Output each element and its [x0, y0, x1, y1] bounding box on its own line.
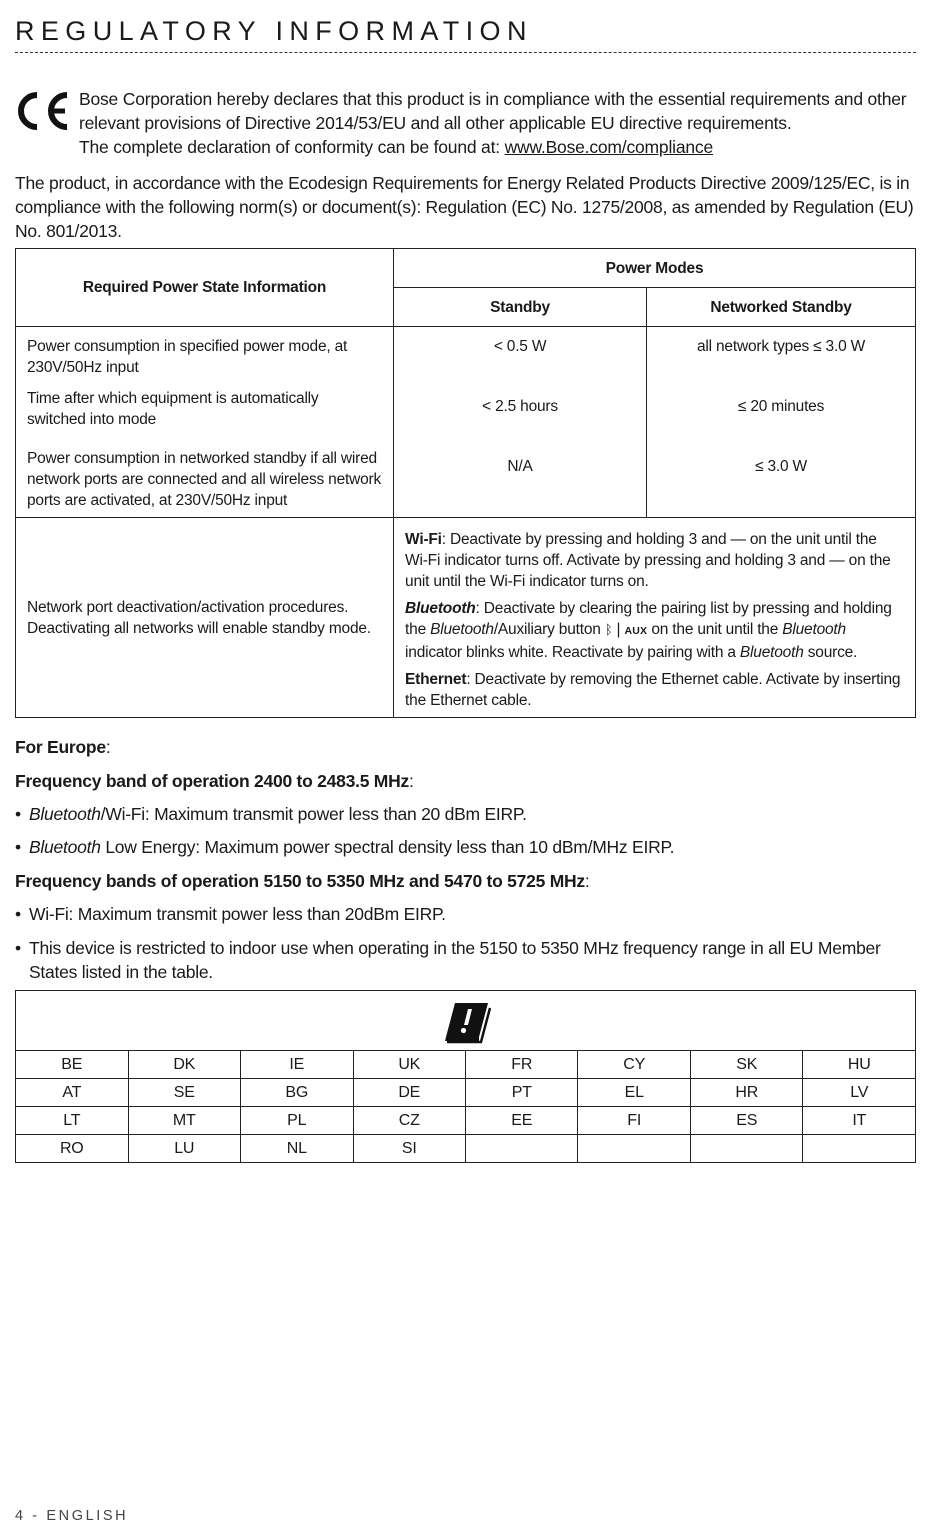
ethernet-procedure: [405, 669, 903, 711]
row-2-line-2: switched into mode: [27, 411, 157, 428]
aux-label: AUX: [624, 625, 648, 637]
network-label-line-2: Deactivating all networks will enable standby mode.: [27, 619, 371, 637]
bt-separator: |: [612, 621, 625, 638]
b3-text: Wi-Fi: Maximum transmit power less than 20dBm EIRP.: [29, 904, 446, 924]
header-networked-standby: Networked Standby: [647, 288, 916, 327]
country-cell: EL: [578, 1079, 690, 1107]
country-cell: LV: [803, 1079, 916, 1107]
list-item: [15, 902, 446, 926]
bluetooth-icon: ᛒ: [604, 622, 613, 637]
band1-heading-text: Frequency band of operation 2400 to 2483.5 MHz: [15, 771, 410, 791]
row-3-line-3: ports are activated, at 230V/50Hz input: [27, 492, 288, 509]
country-cell: IT: [803, 1107, 916, 1135]
row-label-3: [27, 448, 381, 511]
ce-line-3-prefix: The complete declaration of conformity can be found at:: [79, 137, 505, 157]
country-cell: [803, 1135, 916, 1163]
bt-line2-bt2: Bluetooth: [782, 621, 846, 638]
list-item: [15, 936, 881, 984]
band1-colon: :: [409, 771, 414, 791]
ecodesign-line-2: compliance with the following norm(s) or document(s): Regulation (EC) No. 1275/2008, as amended by Regulation (EU): [15, 197, 914, 217]
bt-line2-b: /Auxiliary button: [493, 621, 605, 638]
country-cell: UK: [353, 1051, 465, 1079]
country-cell: SI: [353, 1135, 465, 1163]
bt-line2-a: the: [405, 621, 431, 638]
row-3-line-1: Power consumption in networked standby if all wired: [27, 450, 377, 467]
power-modes-table: [15, 248, 916, 718]
page-title: REGULATORY INFORMATION: [15, 16, 533, 46]
page-footer: 4 - ENGLISH: [15, 1508, 129, 1524]
ce-declaration: [15, 87, 916, 159]
row-1-line-2: 230V/50Hz input: [27, 359, 139, 376]
country-cell: SK: [690, 1051, 803, 1079]
table-row: [16, 1135, 916, 1163]
country-rows: [16, 1051, 916, 1163]
bullet-dot: •: [15, 904, 21, 924]
table-row: [16, 1051, 916, 1079]
standby-values: [394, 327, 647, 518]
b1-bt: Bluetooth: [29, 804, 101, 824]
power-state-labels: [16, 327, 394, 518]
country-cell: RO: [16, 1135, 129, 1163]
country-cell: [578, 1135, 690, 1163]
ecodesign-paragraph: [15, 171, 920, 243]
table-row: [16, 1107, 916, 1135]
network-procedures-label: [16, 518, 394, 718]
b4-line-2: States listed in the table.: [29, 962, 213, 982]
bullet-dot: •: [15, 837, 21, 857]
country-cell: [465, 1135, 577, 1163]
network-label-line-1: Network port deactivation/activation procedures.: [27, 598, 349, 616]
bluetooth-procedure: [405, 598, 903, 663]
bullet-dot: •: [15, 804, 21, 824]
country-cell: LT: [16, 1107, 129, 1135]
country-cell: CY: [578, 1051, 690, 1079]
eu-country-table: [15, 990, 916, 1163]
standby-value-1: < 0.5 W: [493, 338, 547, 355]
country-cell: BG: [241, 1079, 354, 1107]
manual-warning-icon: [441, 1000, 491, 1046]
europe-heading-text: For Europe: [15, 737, 106, 757]
standby-value-3: N/A: [507, 458, 533, 475]
b4-line-1: This device is restricted to indoor use when operating in the 5150 to 5350 MHz frequency range in all EU Member: [29, 938, 881, 958]
row-2-line-1: Time after which equipment is automatically: [27, 390, 319, 407]
country-cell: LU: [128, 1135, 241, 1163]
band2-heading: [15, 869, 590, 893]
networked-value-2: ≤ 20 minutes: [737, 398, 825, 415]
country-cell: BE: [16, 1051, 129, 1079]
bt-line3-a: indicator blinks white. Reactivate by pairing with a: [405, 644, 740, 661]
table-row: [16, 1079, 916, 1107]
country-cell: ES: [690, 1107, 803, 1135]
country-cell: DE: [353, 1079, 465, 1107]
band1-heading: [15, 769, 414, 793]
country-cell: FR: [465, 1051, 577, 1079]
band2-colon: :: [584, 871, 590, 891]
country-cell: CZ: [353, 1107, 465, 1135]
standby-value-2: < 2.5 hours: [482, 398, 558, 415]
header-required-power-state: Required Power State Information: [16, 249, 394, 327]
country-cell: HR: [690, 1079, 803, 1107]
ethernet-label: Ethernet: [405, 671, 467, 688]
ce-mark-icon: [15, 91, 71, 131]
network-procedures: [394, 518, 916, 718]
country-cell: IE: [241, 1051, 354, 1079]
ce-line-2: relevant provisions of Directive 2014/53/EU and all other applicable EU directive requirements.: [79, 113, 792, 133]
bt-line2-bt: Bluetooth: [430, 621, 494, 638]
b1-rest: /Wi-Fi: Maximum transmit power less than 20 dBm EIRP.: [100, 804, 527, 824]
row-1-line-1: Power consumption in specified power mode, at: [27, 338, 348, 355]
table-row: [16, 518, 916, 718]
networked-value-1: all network types ≤ 3.0 W: [697, 338, 866, 355]
networked-value-3: ≤ 3.0 W: [755, 458, 807, 475]
bt-line3-bt: Bluetooth: [739, 644, 804, 661]
ce-line-3: [79, 135, 916, 159]
country-cell: FI: [578, 1107, 690, 1135]
header-power-modes: Power Modes: [394, 249, 916, 288]
row-3-line-2: network ports are connected and all wireless network: [27, 471, 382, 488]
bt-line2-c: on the unit until the: [647, 621, 783, 638]
icon-row: [16, 991, 916, 1051]
bt-line3-b: source.: [803, 644, 858, 661]
ecodesign-line-1: The product, in accordance with the Ecodesign Requirements for Energy Related Products Directive 2009/125/EC, is in: [15, 173, 910, 193]
country-cell: EE: [465, 1107, 577, 1135]
country-cell: PT: [465, 1079, 577, 1107]
bluetooth-label: Bluetooth: [405, 600, 476, 617]
country-cell: MT: [128, 1107, 241, 1135]
wifi-label: Wi-Fi: [405, 531, 442, 548]
wifi-line-2: Wi-Fi indicator turns off. Activate by pressing and holding 3 and — on the: [405, 552, 891, 569]
manual-icon-cell: [16, 991, 916, 1051]
table-row: [16, 327, 916, 518]
title-divider: [15, 52, 916, 53]
country-cell: [690, 1135, 803, 1163]
networked-standby-values: [647, 327, 916, 518]
row-label-2: [27, 388, 381, 430]
country-cell: SE: [128, 1079, 241, 1107]
country-cell: PL: [241, 1107, 354, 1135]
wifi-line-3: unit until the Wi-Fi indicator turns on.: [405, 573, 649, 590]
ethernet-line-1: : Deactivate by removing the Ethernet cable. Activate by inserting: [466, 671, 901, 688]
country-cell: NL: [241, 1135, 354, 1163]
country-cell: DK: [128, 1051, 241, 1079]
bullet-dot: •: [15, 938, 21, 958]
wifi-line-1: : Deactivate by pressing and holding 3 and — on the unit until the: [441, 531, 877, 548]
europe-heading: [15, 735, 110, 759]
list-item: [15, 802, 527, 826]
list-item: [15, 835, 674, 859]
wifi-procedure: [405, 529, 903, 592]
header-standby: Standby: [394, 288, 647, 327]
band2-heading-text: Frequency bands of operation 5150 to 5350 MHz and 5470 to 5725 MHz: [15, 871, 585, 891]
europe-heading-colon: :: [105, 737, 111, 757]
b2-rest: Low Energy: Maximum power spectral density less than 10 dBm/MHz EIRP.: [100, 837, 675, 857]
compliance-link[interactable]: www.Bose.com/compliance: [504, 137, 713, 157]
ce-text: [79, 87, 916, 159]
ce-line-1: Bose Corporation hereby declares that this product is in compliance with the essential requirements and other: [79, 89, 907, 109]
bluetooth-line-1: : Deactivate by clearing the pairing list by pressing and holding: [475, 600, 892, 617]
country-cell: AT: [16, 1079, 129, 1107]
ecodesign-line-3: No. 801/2013.: [15, 221, 122, 241]
network-label: [27, 597, 381, 639]
b2-bt: Bluetooth: [29, 837, 101, 857]
country-cell: HU: [803, 1051, 916, 1079]
row-label-1: [27, 336, 381, 378]
ethernet-line-2: the Ethernet cable.: [405, 692, 532, 709]
